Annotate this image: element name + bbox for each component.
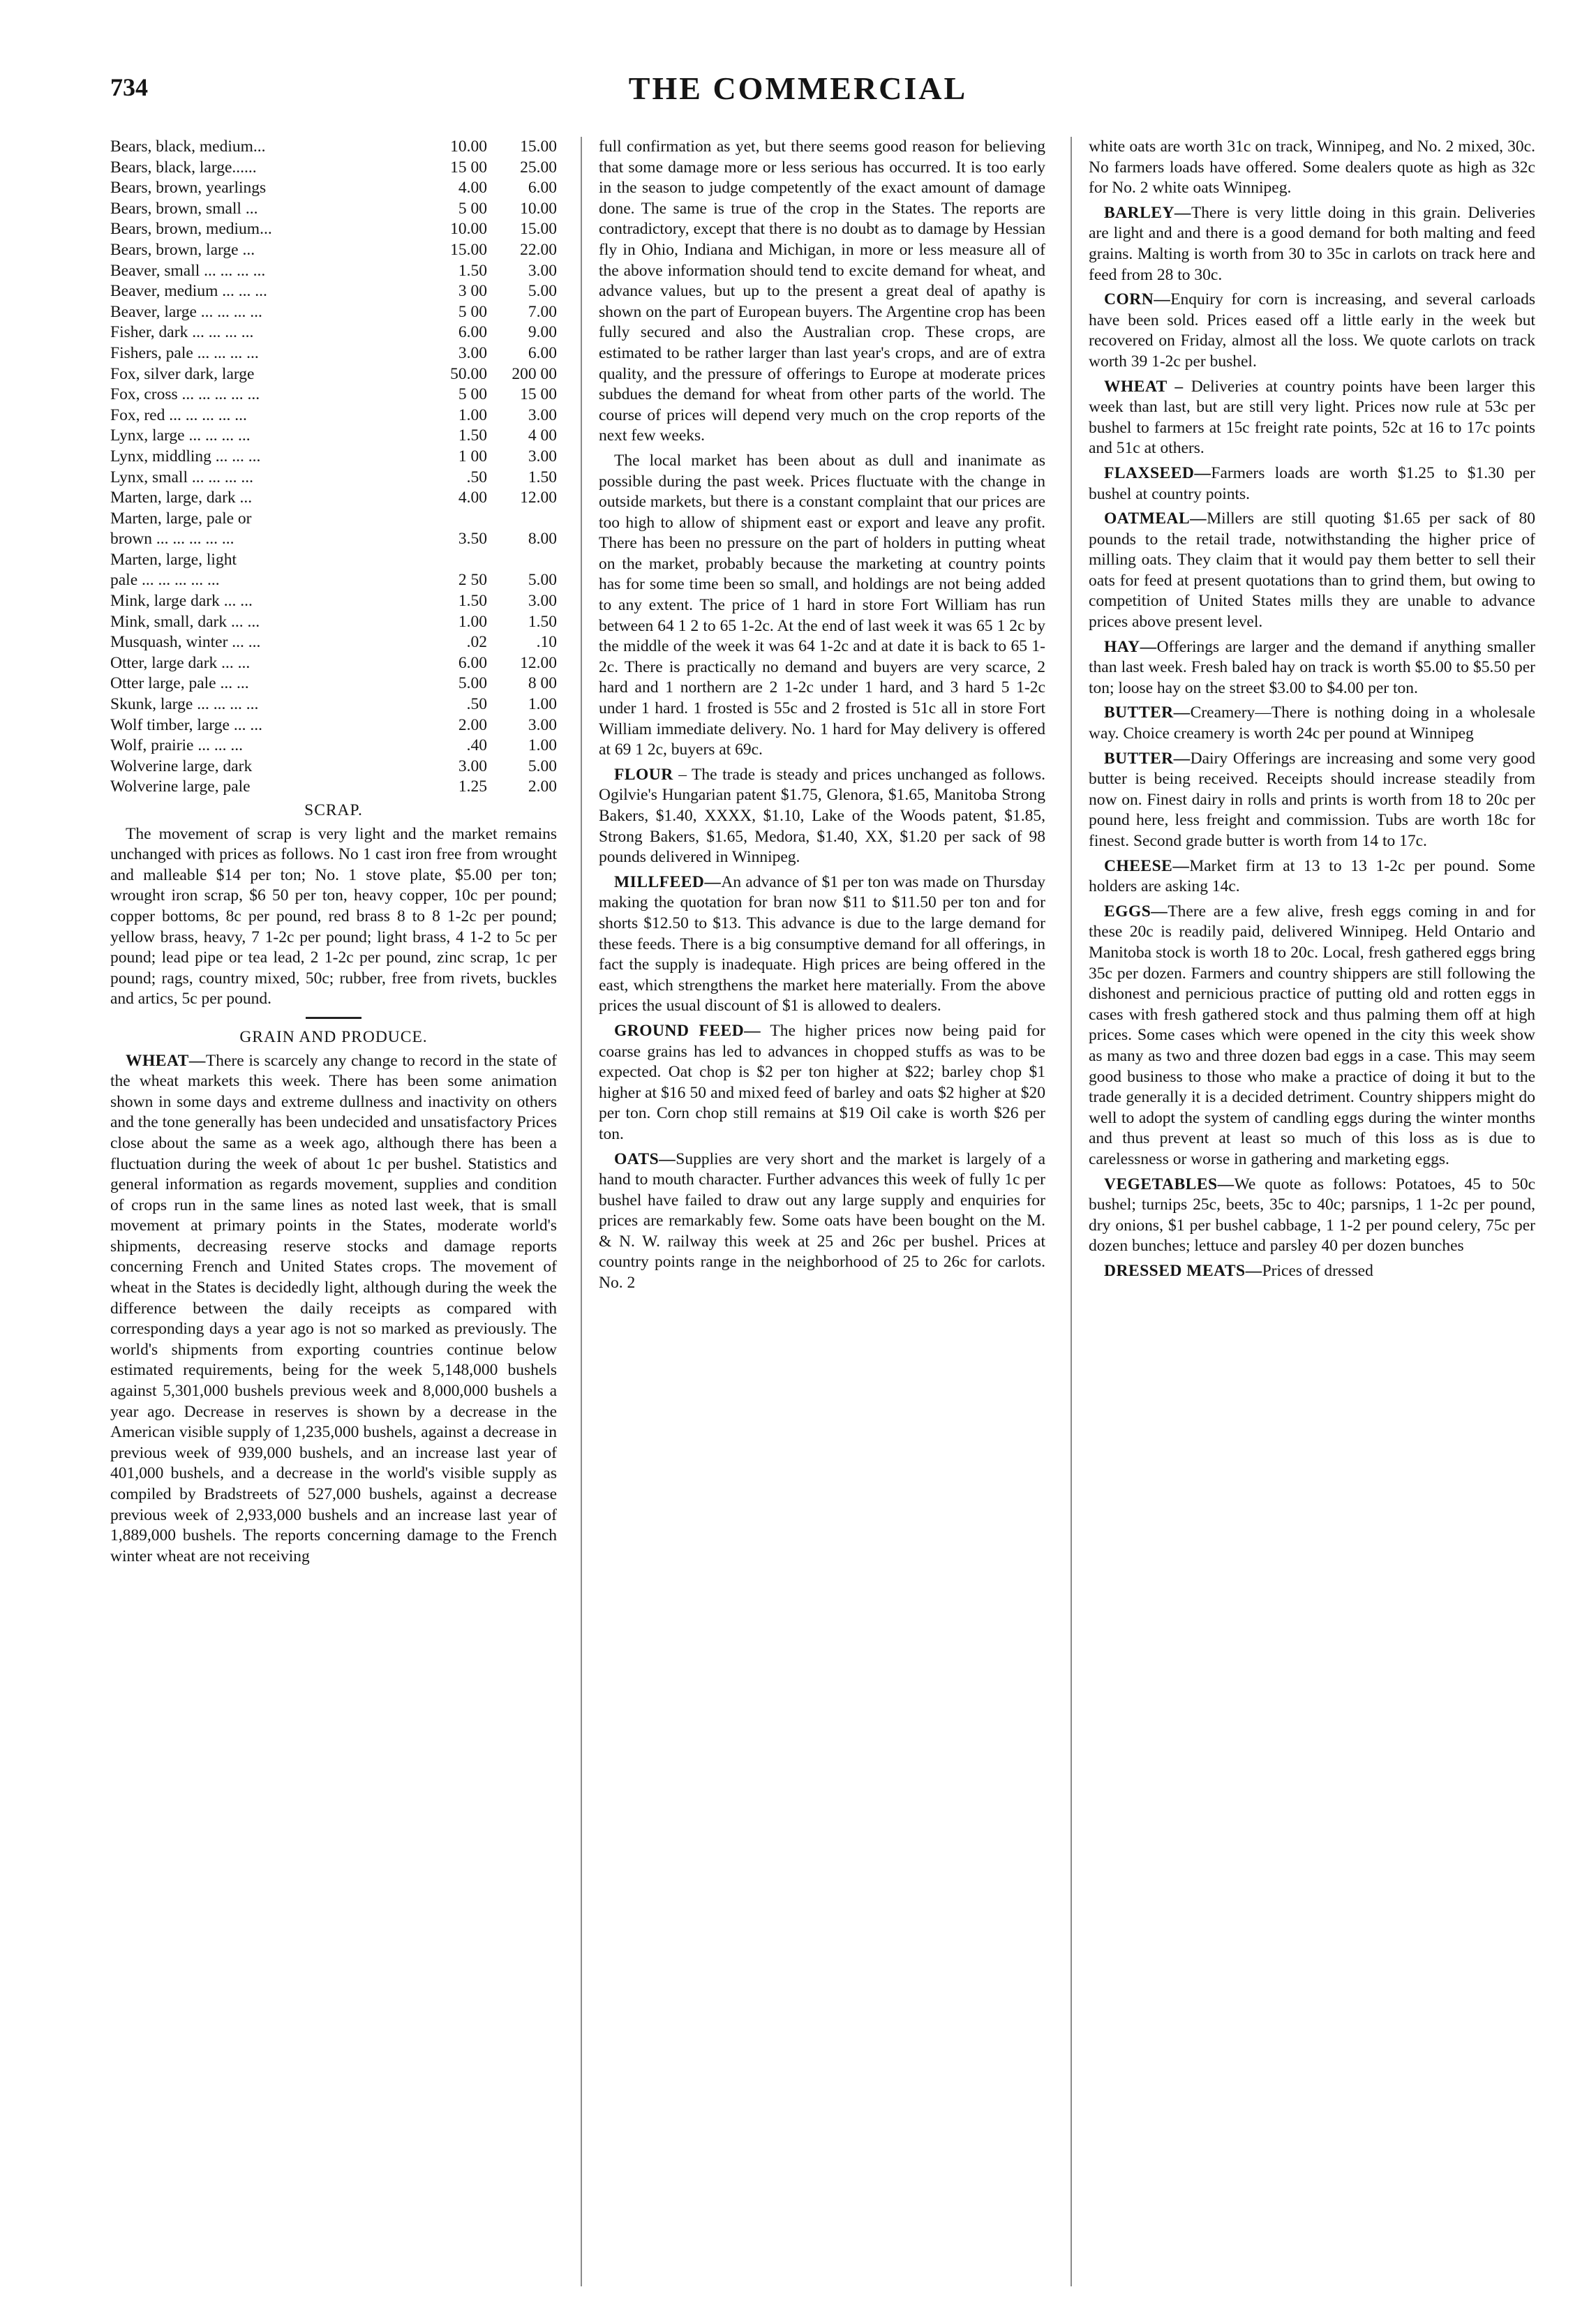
fur-price-row <box>110 302 557 323</box>
fur-price-high: 12.00 <box>520 653 557 672</box>
country-wheat-text: Deliveries at country points have been larger this week than last, but are still very light. Prices now rule at 53c per bushel to farmers at 15c freight rate points, 52c at 16 to 17c points and 51c at others. <box>1089 377 1535 458</box>
ground-feed-lead: GROUND FEED— <box>614 1021 761 1040</box>
fur-price-low: 5.00 <box>458 674 487 693</box>
fur-price-high: 15.00 <box>520 137 557 156</box>
local-market-paragraph: The local market has been about as dull and inanimate as possible during the past week. Prices fluctuate with the change in outside markets, but there is a constant complaint that our prices are too high to allow of shipment east or export and leave any profit. There has been no pressure on the part of holders in putting wheat on the market, probably because the marketing at country points has for some time been so small, and holdings are not being added to any extent. The price of 1 hard in store Fort William has run between 64 1 2 to 65 1-2c. At the end of last week it was 65 1 2c by the middle of the week it was 64 1-2c and at date it is back to 65 1-2c. There is practically no demand and buyers are very scarce, 2 hard and 1 northern are 2 1-2c under 1 hard, and 3 hard 5 1-2c under 1 hard. 1 frosted is 55c and 2 frosted is 51c all in store Fort William immediate delivery. No. 1 hard for May delivery is offered at 69 1 2c, buyers at 69c. <box>599 451 1045 759</box>
cheese-paragraph <box>1089 856 1535 898</box>
column-2 <box>599 137 1045 1298</box>
fur-item-name: Bears, black, large...... <box>110 158 257 177</box>
fur-item-name: Fox, silver dark, large <box>110 364 255 383</box>
butter-creamery-lead: BUTTER— <box>1104 703 1191 722</box>
fur-price-row <box>110 426 557 447</box>
fur-price-row <box>110 632 557 653</box>
fur-price-low: 3.00 <box>458 757 487 775</box>
fur-price-high: 22.00 <box>520 240 557 259</box>
fur-price-high: 6.00 <box>528 343 557 362</box>
page-number: 734 <box>110 73 148 101</box>
fur-price-high: 7.00 <box>528 302 557 321</box>
flour-paragraph <box>599 765 1045 868</box>
fur-price-low: 1.50 <box>458 592 487 611</box>
fur-item-name: Bears, brown, medium... <box>110 220 272 239</box>
fur-price-high: 12.00 <box>520 489 557 507</box>
corn-text: Enquiry for corn is increasing, and several carloads have been sold. Prices eased off a little early in the week but recovered on Friday, almost all the loss. We quote carlots on track worth 39 1-2c per bushel. <box>1089 290 1535 371</box>
fur-price-row <box>110 757 557 777</box>
fur-price-low: 3.00 <box>458 343 487 362</box>
fur-item-name: Fox, cross ... ... ... ... ... <box>110 385 260 404</box>
fur-item-name: Wolverine large, dark <box>110 757 253 775</box>
fur-price-low: 1.50 <box>458 261 487 280</box>
fur-price-row <box>110 364 557 385</box>
grain-produce-heading: GRAIN AND PRODUCE. <box>239 1027 428 1046</box>
fur-price-low: .40 <box>466 736 487 755</box>
fur-price-low: 6.00 <box>458 653 487 672</box>
column-divider <box>581 137 582 2286</box>
fur-price-low: .02 <box>466 633 487 652</box>
fur-item-name: Wolf timber, large ... ... <box>110 715 262 734</box>
vegetables-text: We quote as follows: Potatoes, 45 to 50c bushel; turnips 25c, beets, 35c to 40c; parsnips, 1 1-2c per pound, dry onions, $1 per bushel cabbage, 1 1-2 per pound celery, 75c per dozen bunches; lettuce and parsley 40 per dozen bunches <box>1089 1175 1535 1256</box>
fur-price-row <box>110 281 557 302</box>
scrap-paragraph: The movement of scrap is very light and the market remains unchanged with prices as follows. No 1 cast iron free from wrought and malleable $14 per ton; No. 1 stove plate, $5.00 per ton; wrought iron scrap, $6 50 per ton, heavy copper, 10c per pound; copper bottoms, 8c per pound, red brass 8 to 8 1-2c per pound; yellow brass, heavy, 7 1-2c per pound; light brass, 4 1-2 to 5c per pound; lead pipe or tea lead, 2 1-2c per pound, zinc scrap, 1c per pound; rags, country mixed, 50c; rubber, free from rivets, buckles and artics, 5c per pound. <box>110 824 557 1008</box>
fur-item-name: Beaver, large ... ... ... ... <box>110 302 262 321</box>
oatmeal-lead: OATMEAL— <box>1104 509 1207 528</box>
oats-lead: OATS— <box>614 1149 676 1168</box>
fur-price-low: 2.00 <box>458 715 487 734</box>
fur-price-row <box>110 178 557 199</box>
wheat-continued-paragraph: full confirmation as yet, but there seems good reason for believing that some damage more or less serious has occurred. It is too early in the season to judge competently of the exact amount of damage done. The same is true of the crop in the States. The reports are contradictory, except that there is no doubt as to damage by Hessian fly in Ohio, Indiana and Michigan, in more or less measure all of the above information should tend to excite demand for wheat, and advance values, but up to the present a great deal of apathy is shown on the part of European buyers. The Argentine crop has been fully secured and also the Australian crop. These crops, are estimated to be rather larger than last year's crops, and are of extra quality, and the pressure of offerings to Europe at moderate prices subdues the demand for wheat from other parts of the world. The course of prices will depend very much on the crop reports of the next few weeks. <box>599 137 1045 445</box>
fur-price-row <box>110 673 557 694</box>
oatmeal-text: Millers are still quoting $1.65 per sack of 80 pounds to the retail trade, notwithstanding the higher price of milling oats. They claim that it would pay them better to sell their oats for feed at present quotations than to grind them, but owing to competition of United States mills they are unable to advance prices above present level. <box>1089 509 1535 632</box>
flaxseed-paragraph <box>1089 463 1535 505</box>
fur-item-name: Marten, large, dark ... <box>110 489 253 507</box>
fur-price-row <box>110 199 557 220</box>
wheat-text: There is scarcely any change to record in the state of the wheat markets this week. There has been some animation shown in some days and extreme dullness and inactivity on others and the tone generally has been undecided and unsatisfactory Prices close about the same as a week ago, although there has been a fluctuation during the week of about 1c per bushel. Statistics and general information as regards movement, supplies and condition of crops run in the same lines as noted last week, that is small movement at primary points in the States, moderate world's shipments, decreasing reserve stocks and damage reports concerning French and United States crops. The movement of wheat in the States is decidedly light, although during the week the difference between the daily receipts as compared with corresponding days a year ago is not so marked as previously. The world's shipments from exporting countries continue below estimated requirements, being for the week 5,148,000 bushels against 5,301,000 bushels previous week and 8,000,000 bushels a year ago. Decrease in reserves is shown by a decrease in the American visible supply of 1,235,000 bushels, against a decrease in previous week of 939,000 bushels, and an increase last year of 401,000 bushels, and a decrease in the world's visible supply as compiled by Bradstreets of 527,000 bushels, against a decrease previous week of 2,933,000 bushels and an increase last year of 1,889,000 bushels. The reports concerning damage to the French winter wheat are not receiving <box>110 1051 557 1565</box>
fur-item-name: Bears, black, medium... <box>110 137 266 156</box>
hay-paragraph <box>1089 637 1535 699</box>
butter-dairy-text: Dairy Offerings are increasing and some very good butter is being received. Receipts should increase steadily from now on. Finest dairy in rolls and prints is worth from 18 to 20c per pound here, less freight and commission. Tubs are worth 18c for finest. Second grade butter is worth from 14 to 17c. <box>1089 749 1535 850</box>
dressed-meats-text: Prices of dressed <box>1262 1261 1373 1280</box>
fur-item-name: Lynx, middling ... ... ... <box>110 447 261 466</box>
butter-creamery-text: Creamery—There is nothing doing in a wholesale way. Choice creamery is worth 24c per pound at Winnipeg <box>1089 703 1535 743</box>
fur-price-low: 5 00 <box>458 199 487 218</box>
fur-price-high: 3.00 <box>528 405 557 424</box>
fur-price-high: 4 00 <box>528 426 557 445</box>
fur-price-low: 1 00 <box>458 447 487 466</box>
fur-item-name: Bears, brown, small ... <box>110 199 258 218</box>
fur-price-high: 3.00 <box>528 447 557 466</box>
fur-price-row <box>110 343 557 364</box>
millfeed-text: An advance of $1 per ton was made on Thursday making the quotation for bran now $11 to $11.50 per ton and for shorts $12.50 to $13. This advance is due to the large demand for these feeds. There is a big consumptive demand for all offerings, in fact the supply is inadequate. High prices are being offered in the east, which strengthens the market here materially. From the above prices the usual discount of $1 is allowed to dealers. <box>599 872 1045 1015</box>
fur-price-high: 3.00 <box>528 715 557 734</box>
fur-price-high: 2.00 <box>528 777 557 796</box>
ground-feed-text: The higher prices now being paid for coarse grains has led to advances in chopped stuffs as was to be expected. Oat chop is $2 per ton higher at $22; barley chop $1 higher at $16 50 and mixed feed of barley and oats $2 higher at $20 per ton. Corn chop still remains at $19 Oil cake is worth $26 per ton. <box>599 1021 1045 1143</box>
fur-price-low: 1.25 <box>458 777 487 796</box>
fur-price-high: 8 00 <box>528 674 557 693</box>
fur-price-low: 1.00 <box>458 612 487 631</box>
fur-item-name: Marten, large, light <box>110 550 237 569</box>
fur-item-name: Otter large, pale ... ... <box>110 674 249 693</box>
fur-price-high: 6.00 <box>528 179 557 198</box>
vegetables-lead: VEGETABLES— <box>1104 1175 1235 1193</box>
fur-price-low: 4.00 <box>458 489 487 507</box>
fur-price-low: 2 50 <box>458 571 487 590</box>
eggs-text: There are a few alive, fresh eggs coming in and for these 20c is readily paid, delivered Winnipeg. Held Ontario and Manitoba stock is worth 18 to 20c. Local, fresh gathered eggs bring 35c per dozen. Farmers and country shippers are still following the dishonest and pernicious practice of putting old and rotten eggs in cases with fresh gathered stock and thus palming them off at high prices. Some cases which were opened in the city this week show as many as two and three dozen bad eggs in a case. This may seem good business to those who make a practice of doing it but to the trade generally it is a decided detriment. Country shippers might do well to adopt the system of candling eggs during the winter months and thus prevent at least so much of this loss as is due to carelessness or worse in gathering and marketing eggs. <box>1089 902 1535 1168</box>
fur-price-high: .10 <box>536 633 557 652</box>
fur-price-low: 4.00 <box>458 179 487 198</box>
vegetables-paragraph <box>1089 1175 1535 1257</box>
fur-price-row <box>110 261 557 282</box>
fur-item-name: Musquash, winter ... ... <box>110 633 261 652</box>
flaxseed-lead: FLAXSEED— <box>1104 463 1211 482</box>
fur-price-low: 1.50 <box>458 426 487 445</box>
country-wheat-paragraph <box>1089 377 1535 459</box>
country-wheat-lead: WHEAT – <box>1104 377 1191 396</box>
fur-price-low: 5 00 <box>458 302 487 321</box>
fur-price-row <box>110 591 557 612</box>
fur-price-row <box>110 219 557 240</box>
fur-price-row <box>110 488 557 509</box>
fur-price-low: 5 00 <box>458 385 487 404</box>
butter-dairy-lead: BUTTER— <box>1104 749 1191 768</box>
fur-item-name: Wolverine large, pale <box>110 777 251 796</box>
fur-item-name: Fisher, dark ... ... ... ... <box>110 323 254 342</box>
fur-price-row <box>110 736 557 757</box>
fur-price-row <box>110 509 557 530</box>
page-title: THE COMMERCIAL <box>628 70 968 106</box>
fur-price-low <box>417 509 487 530</box>
section-divider <box>306 1017 361 1019</box>
fur-price-high: 5.00 <box>528 757 557 775</box>
fur-price-row <box>110 240 557 261</box>
cheese-text: Market firm at 13 to 13 1-2c per pound. Some holders are asking 14c. <box>1089 856 1535 896</box>
fur-price-row <box>110 447 557 468</box>
fur-item-name: Beaver, medium ... ... ... <box>110 282 267 301</box>
fur-price-low: 50.00 <box>450 364 487 383</box>
fur-price-high: 15.00 <box>520 220 557 239</box>
barley-text: There is very little doing in this grain. Deliveries are light and and there is a good demand for both malting and feed grains. Malting is worth from 30 to 35c in carlots on track here and feed from 28 to 30c. <box>1089 203 1535 284</box>
fur-item-name: Skunk, large ... ... ... ... <box>110 695 259 714</box>
butter-dairy-paragraph <box>1089 749 1535 852</box>
fur-price-high: 5.00 <box>528 282 557 301</box>
fur-price-row <box>110 694 557 715</box>
fur-price-row <box>110 777 557 798</box>
fur-price-row <box>110 653 557 674</box>
flour-text: – The trade is steady and prices unchanged as follows. Ogilvie's Hungarian patent $1.75, Glenora, $1.65, Manitoba Strong Bakers, $1.40, XXXX, $1.10, Lake of the Woods patent, $1.85, Strong Bakers, $1.65, Medora, $1.40, XX, $1.20 per sack of 98 pounds delivered in Winnipeg. <box>599 765 1045 867</box>
fur-price-row <box>110 529 557 550</box>
fur-price-row <box>110 570 557 591</box>
fur-price-low: 15.00 <box>450 240 487 259</box>
oatmeal-paragraph <box>1089 509 1535 633</box>
dressed-meats-lead: DRESSED MEATS— <box>1104 1261 1262 1280</box>
fur-price-high: 1.50 <box>528 612 557 631</box>
wheat-paragraph <box>110 1051 557 1567</box>
wheat-lead: WHEAT— <box>126 1051 206 1070</box>
fur-price-high: 8.00 <box>528 530 557 549</box>
eggs-lead: EGGS— <box>1104 902 1168 921</box>
fur-item-name: Marten, large, pale or <box>110 509 252 528</box>
fur-price-row <box>110 468 557 489</box>
column-3 <box>1089 137 1535 1286</box>
fur-item-name: Otter, large dark ... ... <box>110 653 251 672</box>
fur-price-high: 10.00 <box>520 199 557 218</box>
hay-lead: HAY— <box>1104 637 1157 656</box>
fur-price-high: 5.00 <box>528 571 557 590</box>
fur-price-low: .50 <box>466 468 487 486</box>
cheese-lead: CHEESE— <box>1104 856 1190 875</box>
corn-lead: CORN— <box>1104 290 1171 309</box>
millfeed-paragraph <box>599 872 1045 1017</box>
barley-lead: BARLEY— <box>1104 203 1191 222</box>
fur-price-row <box>110 715 557 736</box>
flour-lead: FLOUR <box>614 765 673 784</box>
column-1 <box>110 137 557 1571</box>
fur-price-high: 1.00 <box>528 695 557 714</box>
fur-price-high <box>487 509 557 530</box>
fur-price-high: 200 00 <box>512 364 557 383</box>
column-divider <box>1071 137 1072 2286</box>
fur-price-low: 10.00 <box>450 137 487 156</box>
fur-price-row <box>110 612 557 633</box>
fur-price-row <box>110 385 557 405</box>
fur-price-table <box>110 137 557 798</box>
fur-price-high: 15 00 <box>520 385 557 404</box>
fur-item-name: brown ... ... ... ... ... <box>110 530 234 549</box>
fur-price-low <box>417 550 487 571</box>
dressed-meats-paragraph <box>1089 1261 1535 1282</box>
fur-item-name: Fox, red ... ... ... ... ... <box>110 405 247 424</box>
fur-price-row <box>110 137 557 158</box>
fur-item-name: Lynx, small ... ... ... ... <box>110 468 253 486</box>
fur-item-name: Fishers, pale ... ... ... ... <box>110 343 259 362</box>
barley-paragraph <box>1089 203 1535 285</box>
fur-price-high: 3.00 <box>528 592 557 611</box>
fur-item-name: Wolf, prairie ... ... ... <box>110 736 243 755</box>
oats-paragraph <box>599 1149 1045 1294</box>
fur-price-low: 10.00 <box>450 220 487 239</box>
fur-price-low: .50 <box>466 695 487 714</box>
fur-price-high: 25.00 <box>520 158 557 177</box>
hay-text: Offerings are larger and the demand if anything smaller than last week. Fresh baled hay on track is worth $5.00 to $5.50 per ton; loose hay on the street $3.00 to $4.00 per ton. <box>1089 637 1535 697</box>
fur-price-row <box>110 550 557 571</box>
fur-price-high: 1.00 <box>528 736 557 755</box>
fur-item-name: Bears, brown, yearlings <box>110 179 267 198</box>
fur-item-name: Bears, brown, large ... <box>110 240 255 259</box>
fur-item-name: Mink, small, dark ... ... <box>110 612 260 631</box>
fur-price-high <box>487 550 557 571</box>
fur-price-low: 1.00 <box>458 405 487 424</box>
fur-price-low: 15 00 <box>450 158 487 177</box>
corn-paragraph <box>1089 290 1535 372</box>
fur-price-row <box>110 322 557 343</box>
scrap-heading: SCRAP. <box>304 801 363 819</box>
fur-price-low: 3.50 <box>458 530 487 549</box>
oats-text: Supplies are very short and the market is largely of a hand to mouth character. Further advances this week of fully 1c per bushel have failed to draw out any large supply and enquiries for prices are remarkably few. Some oats have been bought on the M. & N. W. railway this week at 25 and 26c per bushel. Prices at country points range in the neighborhood of 25 to 26c for carlots. No. 2 <box>599 1149 1045 1293</box>
butter-creamery-paragraph <box>1089 703 1535 744</box>
millfeed-lead: MILLFEED— <box>614 872 722 891</box>
fur-item-name: Lynx, large ... ... ... ... <box>110 426 251 445</box>
fur-item-name: Mink, large dark ... ... <box>110 592 253 611</box>
ground-feed-paragraph <box>599 1021 1045 1145</box>
fur-item-name: Beaver, small ... ... ... ... <box>110 261 266 280</box>
fur-price-high: 9.00 <box>528 323 557 342</box>
fur-price-low: 3 00 <box>458 282 487 301</box>
oats-continued-paragraph: white oats are worth 31c on track, Winnipeg, and No. 2 mixed, 30c. No farmers loads have offered. Some dealers quote as high as 32c for No. 2 white oats Winnipeg. <box>1089 137 1535 198</box>
fur-price-row <box>110 158 557 179</box>
flaxseed-text: Farmers loads are worth $1.25 to $1.30 per bushel at country points. <box>1089 463 1535 503</box>
fur-price-high: 3.00 <box>528 261 557 280</box>
fur-price-row <box>110 405 557 426</box>
fur-price-high: 1.50 <box>528 468 557 486</box>
fur-price-low: 6.00 <box>458 323 487 342</box>
eggs-paragraph <box>1089 902 1535 1170</box>
fur-item-name: pale ... ... ... ... ... <box>110 571 220 590</box>
